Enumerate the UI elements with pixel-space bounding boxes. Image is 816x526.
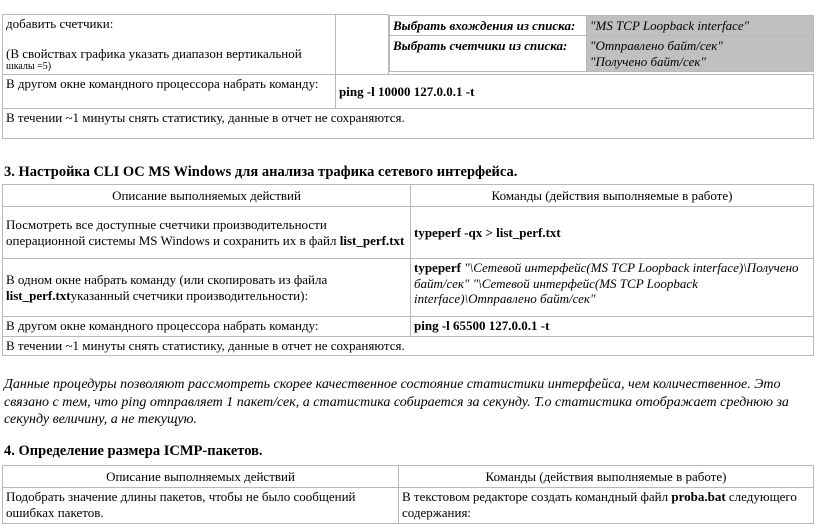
section3-table xyxy=(2,184,814,356)
empty-cell xyxy=(336,15,389,75)
section3-heading: 3. Настройка CLI ОС MS Windows для анализа трафика сетевого интерфейса. xyxy=(4,164,518,180)
counters-instruction-line2: (В свойствах графика указать диапазон вертикальной xyxy=(6,45,302,61)
list-counters-description xyxy=(3,207,411,259)
list-counters-text: Посмотреть все доступные счетчики производительности операционной системы MS Windows и сохранить их в файл xyxy=(6,216,337,248)
counters-instruction-line3: шкалы =5) xyxy=(6,61,52,73)
section4-col1-header: Описание выполняемых действий xyxy=(3,466,399,488)
counters-selection-table xyxy=(389,15,814,73)
instances-value: "MS TCP Loopback interface" xyxy=(587,15,814,36)
section3-stats-instruction: В течении ~1 минуты снять статистику, данные в отчет не сохраняются. xyxy=(3,337,814,356)
stats-instruction-cell: В течении ~1 минуты снять статистику, данные в отчет не сохраняются. xyxy=(3,109,814,139)
note-paragraph: Данные процедуры позволяют рассмотреть скорее качественное состояние статистики интерфейса, чем количественное. Это связано с тем, что ping отправляет 1 пакет/сек, а статистика собирается за секунду. Т.о статистика отображает среднюю за секунду величину, а не текущую. xyxy=(4,377,789,427)
list-counters-file: list_perf.txt xyxy=(339,232,405,248)
packet-length-description: Подобрать значение длины пакетов, чтобы не было сообщений ошибках пакетов. xyxy=(3,488,399,524)
proba-bat-text-b: следующего содержания: xyxy=(402,489,797,520)
section4-heading: 4. Определение размера ICMP-пакетов. xyxy=(4,443,263,459)
typeperf-description-text-a: В одном окне набрать команду (или скопировать из файла xyxy=(6,271,328,287)
section4-col2-header: Команды (действия выполняемые в работе) xyxy=(399,466,814,488)
proba-bat-instruction xyxy=(399,488,814,524)
counters-label: Выбрать счетчики из списка: xyxy=(390,36,587,72)
typeperf-description-file: list_perf.txt xyxy=(6,287,71,303)
top-table xyxy=(2,14,814,139)
counters-selection-cell xyxy=(389,15,814,75)
ping-instruction-cell: В другом окне командного процессора набрать команду: xyxy=(3,75,336,109)
counters-value-sent: "Отправлено байт/сек" xyxy=(590,38,723,54)
typeperf-description xyxy=(3,259,411,317)
counters-instruction-cell xyxy=(3,15,336,75)
ping-command-cell: ping -l 10000 127.0.0.1 -t xyxy=(336,75,814,109)
counters-value-received: "Получено байт/сек" xyxy=(590,53,706,69)
typeperf-counters: "\Сетевой интерфейс(MS TCP Loopback interface)\Получено байт/сек" "\Сетевой интерфейс(MS TCP Loopback interface)\Отправлено байт/сек" xyxy=(414,260,799,307)
counters-instruction-line1: добавить счетчики: xyxy=(6,16,114,31)
typeperf-list-command: typeperf -qx > list_perf.txt xyxy=(411,207,814,259)
proba-bat-file: proba.bat xyxy=(671,489,726,504)
section4-table xyxy=(2,465,814,524)
typeperf-command xyxy=(411,259,814,317)
proba-bat-text-a: В текстовом редакторе создать командный файл xyxy=(402,489,669,504)
typeperf-description-text-b: указанный счетчики производительности): xyxy=(70,287,309,303)
section3-col2-header: Команды (действия выполняемые в работе) xyxy=(411,185,814,207)
counters-value xyxy=(587,36,814,72)
ping-65500-command: ping -l 65500 127.0.0.1 -t xyxy=(411,317,814,337)
ping-65500-instruction: В другом окне командного процессора набрать команду: xyxy=(3,317,411,337)
typeperf-keyword: typeperf xyxy=(414,260,461,275)
instances-label: Выбрать вхождения из списка: xyxy=(390,15,587,36)
section3-col1-header: Описание выполняемых действий xyxy=(3,185,411,207)
